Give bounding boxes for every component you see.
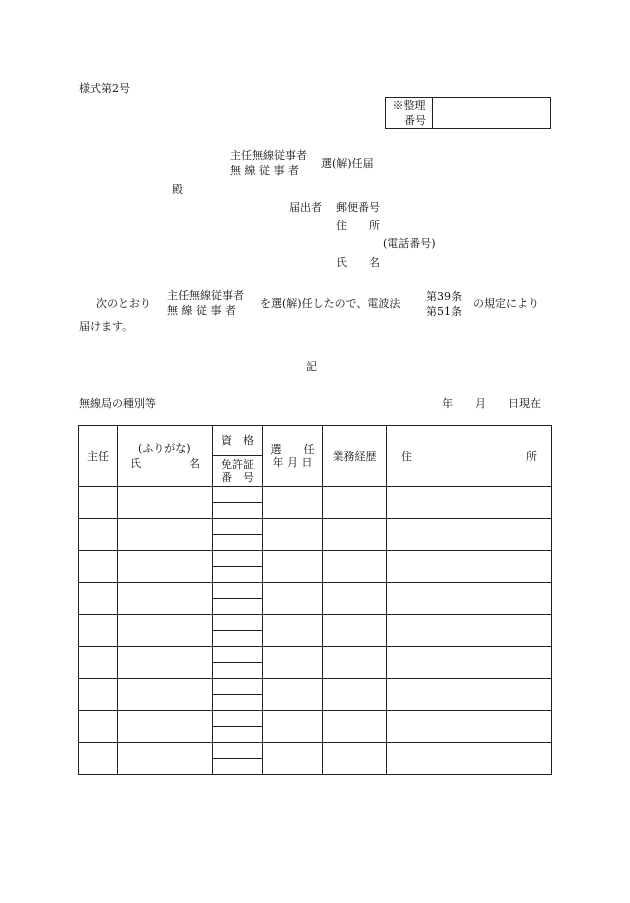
name-label: 氏 名 [336, 256, 380, 269]
cell-license-number[interactable] [213, 663, 263, 679]
body-line2: 届けます。 [79, 320, 134, 333]
cell-career[interactable] [323, 647, 387, 679]
body-role-line2: 無 線 従 事 者 [167, 304, 236, 317]
address-label: 住 所 [336, 219, 380, 232]
header-appoint-line1: 選 任 [270, 443, 315, 456]
cell-appointment-date[interactable] [263, 551, 323, 583]
cell-chief[interactable] [79, 551, 118, 583]
cell-name[interactable] [118, 743, 213, 775]
cell-chief[interactable] [79, 711, 118, 743]
table-row [79, 487, 552, 503]
as-of-date: 年 月 日現在 [442, 397, 541, 410]
table-row [79, 519, 552, 535]
cell-qualification[interactable] [213, 743, 263, 759]
header-furigana: (ふりがな) [138, 442, 191, 455]
cell-appointment-date[interactable] [263, 711, 323, 743]
cell-career[interactable] [323, 615, 387, 647]
cell-license-number[interactable] [213, 631, 263, 647]
header-name [118, 426, 213, 487]
cell-appointment-date[interactable] [263, 743, 323, 775]
cell-chief[interactable] [79, 487, 118, 519]
cell-qualification[interactable] [213, 487, 263, 503]
body-role-line1: 主任無線従事者 [167, 289, 244, 302]
cell-career[interactable] [323, 711, 387, 743]
header-license-number [213, 456, 263, 487]
cell-career[interactable] [323, 583, 387, 615]
station-type-label: 無線局の種別等 [79, 397, 156, 410]
header-qualification: 資 格 [213, 426, 263, 456]
table-row [79, 583, 552, 599]
applicant-label: 届出者 [289, 201, 322, 214]
reference-label-cell [386, 98, 433, 129]
phone-label: (電話番号) [383, 237, 436, 250]
cell-qualification[interactable] [213, 551, 263, 567]
cell-name[interactable] [118, 551, 213, 583]
header-name-right: 名 [189, 457, 200, 470]
cell-address[interactable] [387, 487, 552, 519]
cell-qualification[interactable] [213, 615, 263, 631]
postal-code-label: 郵便番号 [336, 201, 380, 214]
body-suffix: の規定により [473, 297, 539, 310]
title-suffix: 選(解)任届 [321, 157, 374, 170]
body-prefix: 次のとおり [96, 297, 151, 310]
cell-license-number[interactable] [213, 503, 263, 519]
header-career: 業務経歴 [323, 426, 387, 487]
cell-appointment-date[interactable] [263, 679, 323, 711]
title-role-line1: 主任無線従事者 [230, 149, 307, 162]
cell-license-number[interactable] [213, 567, 263, 583]
cell-license-number[interactable] [213, 599, 263, 615]
cell-qualification[interactable] [213, 679, 263, 695]
cell-career[interactable] [323, 519, 387, 551]
cell-name[interactable] [118, 487, 213, 519]
article-39: 第39条 [426, 290, 462, 303]
cell-qualification[interactable] [213, 583, 263, 599]
cell-address[interactable] [387, 615, 552, 647]
cell-chief[interactable] [79, 615, 118, 647]
cell-license-number[interactable] [213, 535, 263, 551]
cell-qualification[interactable] [213, 647, 263, 663]
cell-career[interactable] [323, 487, 387, 519]
cell-chief[interactable] [79, 583, 118, 615]
cell-chief[interactable] [79, 743, 118, 775]
cell-license-number[interactable] [213, 727, 263, 743]
table-row [79, 551, 552, 567]
appointee-table [78, 425, 552, 775]
cell-name[interactable] [118, 679, 213, 711]
table-row [79, 743, 552, 759]
cell-career[interactable] [323, 551, 387, 583]
reference-number-value[interactable] [432, 98, 550, 129]
cell-qualification[interactable] [213, 711, 263, 727]
header-license-line1: 免許証 [221, 458, 254, 471]
cell-address[interactable] [387, 647, 552, 679]
cell-career[interactable] [323, 679, 387, 711]
cell-appointment-date[interactable] [263, 647, 323, 679]
form-number: 様式第2号 [79, 82, 130, 95]
article-51: 第51条 [426, 305, 462, 318]
header-appoint-line2: 年 月 日 [272, 456, 313, 469]
cell-name[interactable] [118, 519, 213, 551]
header-chief: 主任 [79, 426, 118, 487]
cell-address[interactable] [387, 711, 552, 743]
header-name-left: 氏 [130, 457, 141, 470]
table-row [79, 647, 552, 663]
cell-address[interactable] [387, 583, 552, 615]
body-middle: を選(解)任したので、電波法 [260, 297, 401, 310]
cell-address[interactable] [387, 519, 552, 551]
cell-name[interactable] [118, 615, 213, 647]
table-row [79, 711, 552, 727]
cell-appointment-date[interactable] [263, 615, 323, 647]
table-row [79, 679, 552, 695]
cell-career[interactable] [323, 743, 387, 775]
cell-chief[interactable] [79, 519, 118, 551]
reference-number-box [385, 97, 551, 129]
cell-chief[interactable] [79, 679, 118, 711]
cell-license-number[interactable] [213, 695, 263, 711]
cell-address[interactable] [387, 679, 552, 711]
title-role-line2: 無 線 従 事 者 [230, 164, 299, 177]
cell-chief[interactable] [79, 647, 118, 679]
cell-appointment-date[interactable] [263, 583, 323, 615]
cell-qualification[interactable] [213, 519, 263, 535]
reference-label-top: ※整理 [392, 99, 426, 112]
header-address [387, 426, 552, 487]
cell-address[interactable] [387, 551, 552, 583]
cell-name[interactable] [118, 583, 213, 615]
header-license-line2: 番 号 [221, 471, 254, 484]
header-appointment-date [263, 426, 323, 487]
cell-name[interactable] [118, 711, 213, 743]
cell-name[interactable] [118, 647, 213, 679]
cell-appointment-date[interactable] [263, 487, 323, 519]
cell-appointment-date[interactable] [263, 519, 323, 551]
reference-label-bottom: 番号 [403, 114, 426, 127]
addressee-suffix: 殿 [172, 183, 183, 196]
header-address-right: 所 [526, 449, 537, 463]
table-row [79, 615, 552, 631]
cell-address[interactable] [387, 743, 552, 775]
ki-heading: 記 [306, 360, 317, 373]
header-address-left: 住 [401, 449, 412, 463]
cell-license-number[interactable] [213, 759, 263, 775]
